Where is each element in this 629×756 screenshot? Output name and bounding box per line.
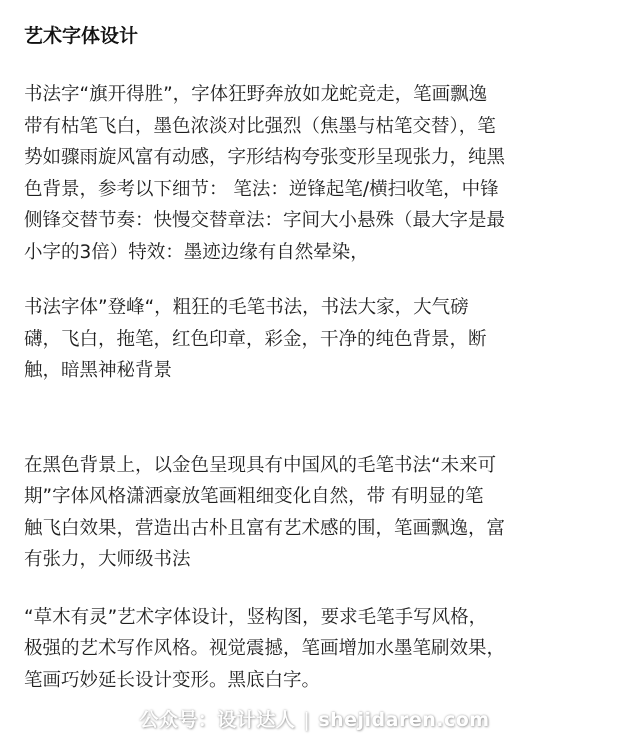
watermark-account: 公众号：设计达人: [139, 709, 296, 731]
watermark: [0, 705, 629, 732]
page-title: 艺术字体设计: [24, 25, 139, 47]
prompt-paragraph-2: 书法字体”登峰“，粗狂的毛笔书法，书法大家，大气磅 礴，飞白，拖笔，红色印章，彩金，干净的纯色背景，断 触，暗黑神秘背景: [24, 297, 487, 381]
prompt-paragraph-4: “草木有灵”艺术字体设计，竖构图，要求毛笔手写风格， 极强的艺术写作风格。视觉震撼，笔画增加水墨笔刷效果， 笔画巧妙延长设计变形。黑底白字。: [24, 606, 506, 691]
watermark-separator: |: [303, 709, 311, 731]
prompt-paragraph-3: 在黑色背景上，以金色呈现具有中国风的毛笔书法“未来可 期”字体风格潇洒豪放笔画粗细变化自然，带 有明显的笔 触飞白效果，营造出古朴且富有艺术感的围，笔画飘逸，富 有张力，大师级书法: [24, 454, 506, 570]
prompt-paragraph-1: 书法字“旗开得胜”，字体狂野奔放如龙蛇竞走，笔画飘逸 带有枯笔飞白，墨色浓淡对比强烈（焦墨与枯笔交替），笔 势如骤雨旋风富有动感，字形结构夸张变形呈现张力，纯黑 色背景，参考以下细节： 笔法：逆锋起笔/横扫收笔，中锋 侧锋交替节奏：快慢交替章法：字间大小悬殊（最大字是最 小字的3倍）特效：墨迹边缘有自然晕染，: [24, 84, 506, 263]
watermark-site: shejidaren.com: [318, 709, 490, 731]
